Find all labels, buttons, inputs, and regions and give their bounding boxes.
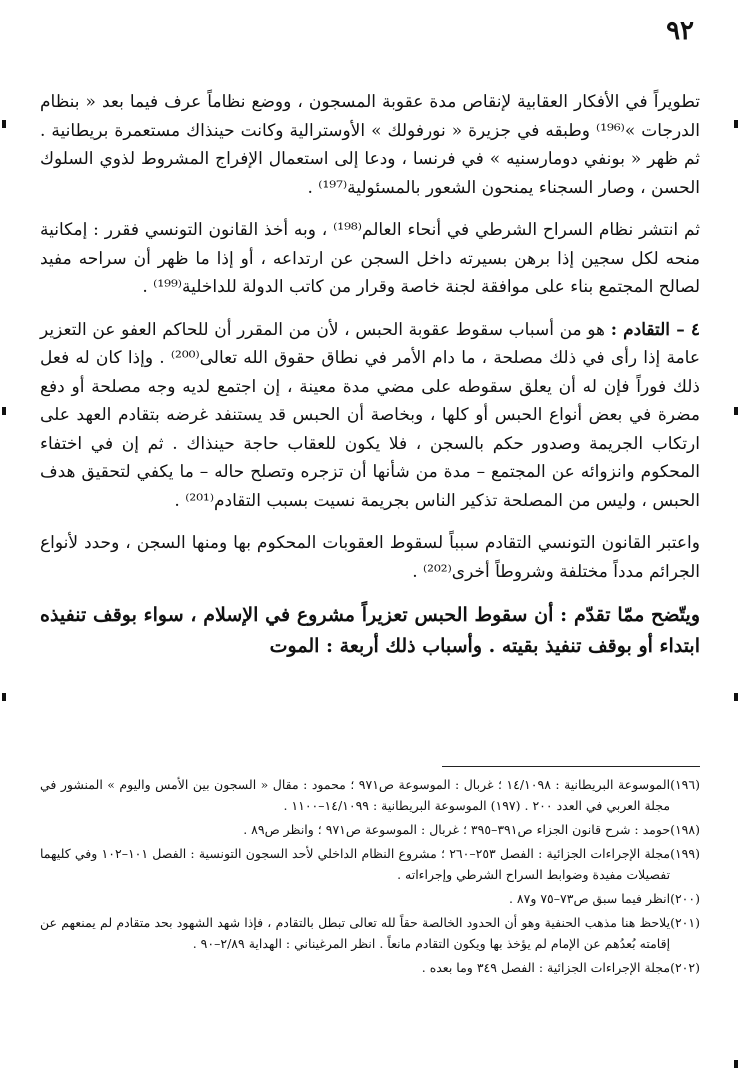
scan-mark xyxy=(2,693,6,701)
footnote-text: مجلة الإجراءات الجزائية : الفصل ٢٥٣–٢٦٠ ؛ مشروع النظام الداخلي لأحد السجون التونسية : الفصل ١٠١–١٠٢ وفي كليهما تفصيلات مفيدة وضوابط السراح الشرطي وإجراءاته . xyxy=(40,846,671,882)
paragraph-grading-system: تطويراً في الأفكار العقابية لإنقاص مدة عقوبة المسجون ، ووضع نظاماً عرف فيما بعد « بنظام الدرجات »⁽¹⁹⁶⁾ وطبقه في جزيرة « نورفولك » الأوسترالية وكانت حينذاك مستعمرة بريطانية . ثم ظهر « بونفي دومارسنيه » في فرنسا ، ودعا إلى استعمال الإفراج المشروط لذوي السلوك الحسن ، وصار السجناء يمنحون الشعور بالمسئولية⁽¹⁹⁷⁾ . xyxy=(40,92,700,198)
paragraph-prescription xyxy=(40,316,700,516)
footnote-198 xyxy=(40,819,700,840)
footnote-text: مجلة الإجراءات الجزائية : الفصل ٣٤٩ وما بعده . xyxy=(421,960,671,975)
footnote-text: الموسوعة البريطانية : ١٤/١٠٩٨ ؛ غربال : الموسوعة ص٩٧١ ؛ محمود : مقال « السجون بين الأمس واليوم » المنشور في مجلة العربي في العدد ٢٠٠ . (١٩٧) الموسوعة البريطانية : ١٤/١٠٩٩–١١٠٠ . xyxy=(40,777,671,813)
footnote-number: (٢٠٢) xyxy=(670,960,700,975)
page-number: ٩٢ xyxy=(666,16,694,46)
paragraph-tunisian-law: واعتبر القانون التونسي التقادم سبباً لسقوط العقوبات المحكوم بها ومنها السجن ، وحدد لأنواع الجرائم مدداً مختلفة وشروطاً أخرى⁽²⁰²⁾ . xyxy=(40,533,700,582)
footnotes xyxy=(40,774,700,981)
scan-mark xyxy=(734,120,738,128)
scan-mark xyxy=(734,693,738,701)
footnote-number: (٢٠٠) xyxy=(670,891,700,906)
footnote-199 xyxy=(40,843,700,885)
paragraph-conditional-release: ثم انتشر نظام السراح الشرطي في أنحاء العالم⁽¹⁹⁸⁾ ، وبه أخذ القانون التونسي فقرر : إمكانية منحه لكل سجين إذا برهن بسيرته داخل السجن عن ارتداعه ، أو إذا ما ظهر أن سراحه مفيد لصالح المجتمع بناء على موافقة لجنة خاصة وقرار من كاتب الدولة للداخلية⁽¹⁹⁹⁾ . xyxy=(40,220,700,297)
section-text-prescription: هو من أسباب سقوط عقوبة الحبس ، لأن من المقرر أن للحاكم العفو عن التعزير عامة إذا رأى في ذلك مصلحة ، ما دام الأمر في نطاق حقوق الله تعالى⁽²⁰⁰⁾ . وإذا كان له فعل ذلك فوراً فإن له أن يعلق سقوطه على مضي مدة معينة ، إن اجتمع لديه وجه مصلحة أو دفع مضرة في بعض أنواع الحبس أو كلها ، وبخاصة أن الحبس قد يستنفد غرضه بتقادم العهد على ارتكاب الجريمة وصدور حكم بالسجن ، فلا يكون للعقاب حاجة حينذاك . ثم إن في اختفاء المحكوم وانزوائه عن المجتمع – مدة من شأنها أن تزجره وتصلح حاله – ما يكفي لتحقيق هدف الحبس ، وليس من المصلحة تذكير الناس بجريمة نسيت بسبب التقادم⁽²⁰¹⁾ . xyxy=(40,319,701,511)
footnote-202 xyxy=(40,957,700,978)
footnote-number: (١٩٨) xyxy=(670,822,700,837)
footnote-number: (١٩٩) xyxy=(670,846,700,861)
footnote-200 xyxy=(40,888,700,909)
footnote-number: (١٩٦) xyxy=(670,777,700,792)
section-heading-prescription: ٤ – التقادم : xyxy=(610,319,700,340)
scan-mark xyxy=(734,1060,738,1068)
scan-mark xyxy=(2,120,6,128)
scan-mark xyxy=(734,407,738,415)
footnote-text: يلاحظ هنا مذهب الحنفية وهو أن الحدود الخالصة حقاً لله تعالى تبطل بالتقادم ، فإذا شهد الشهود بحد متقادم لم يمنعهم عن إقامته بُعدُهم عن الإمام لم يؤخذ بها ويكون التقادم مانعاً . انظر المرغيناني : الهداية ٢/٨٩–٩٠ . xyxy=(40,915,671,951)
footnote-201 xyxy=(40,912,700,954)
footnote-196 xyxy=(40,774,700,816)
footnote-divider xyxy=(442,766,700,767)
footnote-text: حومد : شرح قانون الجزاء ص٣٩١–٣٩٥ ؛ غربال : الموسوعة ص٩٧١ ؛ وانظر ص٨٩ . xyxy=(243,822,671,837)
scan-mark xyxy=(2,407,6,415)
main-text xyxy=(40,88,700,662)
footnote-text: انظر فيما سبق ص٧٣–٧٥ و٨٧ . xyxy=(508,891,671,906)
paragraph-conclusion: ويتّضح ممّا تقدّم : أن سقوط الحبس تعزيراً مشروع في الإسلام ، سواء بوقف تنفيذه ابتداء أو بوقف تنفيذ بقيته . وأسباب ذلك أربعة : الموت xyxy=(40,604,700,657)
footnote-number: (٢٠١) xyxy=(670,915,700,930)
